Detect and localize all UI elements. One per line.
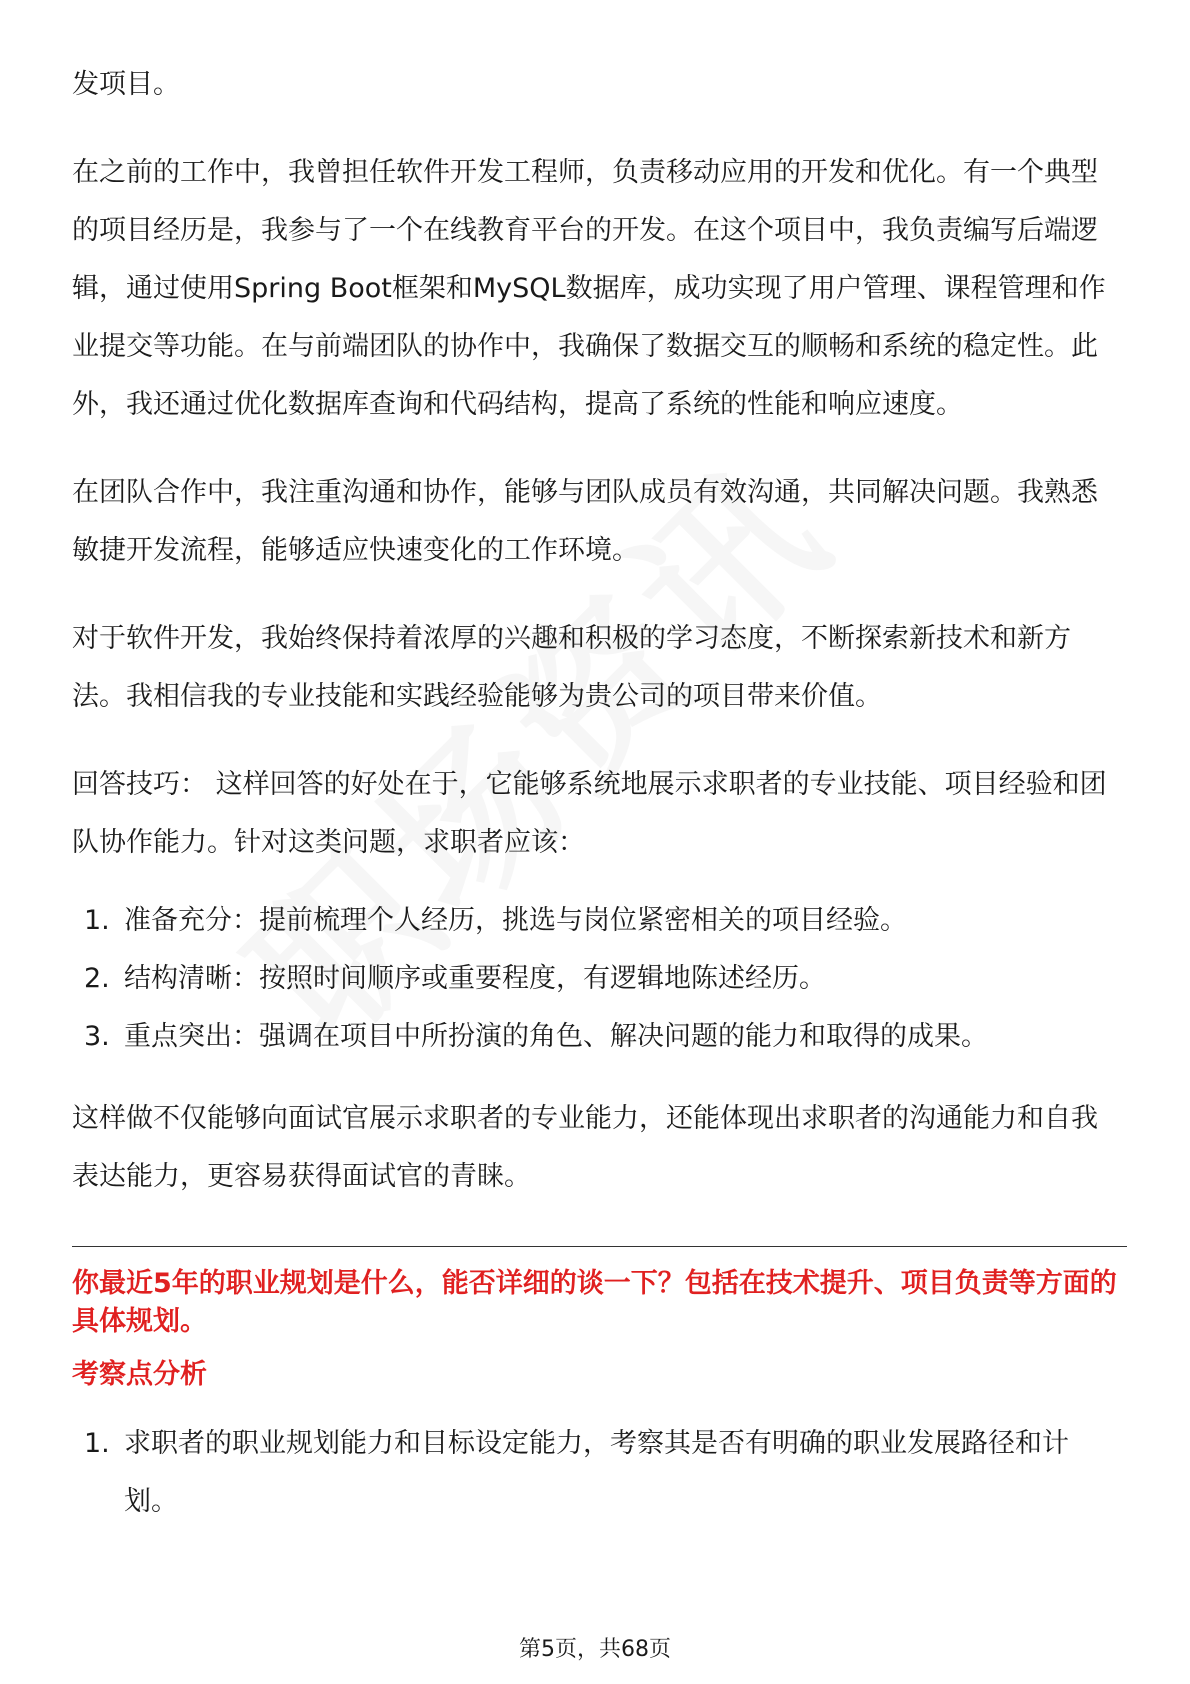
- list-item-text: 重点突出：强调在项目中所扮演的角色、解决问题的能力和取得的成果。: [124, 1021, 988, 1052]
- paragraph: 在团队合作中，我注重沟通和协作，能够与团队成员有效沟通，共同解决问题。我熟悉敏捷开发流程，能够适应快速变化的工作环境。: [72, 477, 1098, 566]
- list-item-text: 结构清晰：按照时间顺序或重要程度，有逻辑地陈述经历。: [124, 963, 826, 994]
- page-number: 第5页，共68页: [519, 1637, 671, 1662]
- list-item: [72, 892, 1122, 950]
- list-item: [72, 950, 1122, 1008]
- tips-list: [72, 892, 1122, 1066]
- paragraph: 这样做不仅能够向面试官展示求职者的专业能力，还能体现出求职者的沟通能力和自我表达能力，更容易获得面试官的青睐。: [72, 1103, 1098, 1192]
- analysis-list: [72, 1415, 1122, 1531]
- list-number: 1.: [84, 905, 110, 936]
- list-item-text: 准备充分：提前梳理个人经历，挑选与岗位紧密相关的项目经验。: [124, 905, 907, 936]
- list-item: [72, 1008, 1122, 1066]
- paragraph: 对于软件开发，我始终保持着浓厚的兴趣和积极的学习态度，不断探索新技术和新方法。我相信我的专业技能和实践经验能够为贵公司的项目带来价值。: [72, 623, 1071, 712]
- list-number: 2.: [84, 963, 110, 994]
- section-title: 考察点分析: [72, 1359, 207, 1390]
- list-number: 1.: [84, 1428, 110, 1459]
- list-item-text: 求职者的职业规划能力和目标设定能力，考察其是否有明确的职业发展路径和计划。: [124, 1428, 1069, 1517]
- paragraph: 发项目。: [72, 69, 180, 100]
- answer-tips-intro: 回答技巧： 这样回答的好处在于，它能够系统地展示求职者的专业技能、项目经验和团队协作能力。针对这类问题，求职者应该：: [72, 769, 1107, 858]
- question-heading: 你最近5年的职业规划是什么，能否详细的谈一下？包括在技术提升、项目负责等方面的具体规划。: [72, 1268, 1117, 1337]
- document-body: [72, 56, 1122, 1531]
- paragraph: 在之前的工作中，我曾担任软件开发工程师，负责移动应用的开发和优化。有一个典型的项目经历是，我参与了一个在线教育平台的开发。在这个项目中，我负责编写后端逻辑，通过使用Spring Boot框架和MySQL数据库，成功实现了用户管理、课程管理和作业提交等功能。在与前端团队的协作中，我确保了数据交互的顺畅和系统的稳定性。此外，我还通过优化数据库查询和代码结构，提高了系统的性能和响应速度。: [72, 157, 1106, 420]
- list-number: 3.: [84, 1021, 110, 1052]
- list-item: [72, 1415, 1122, 1531]
